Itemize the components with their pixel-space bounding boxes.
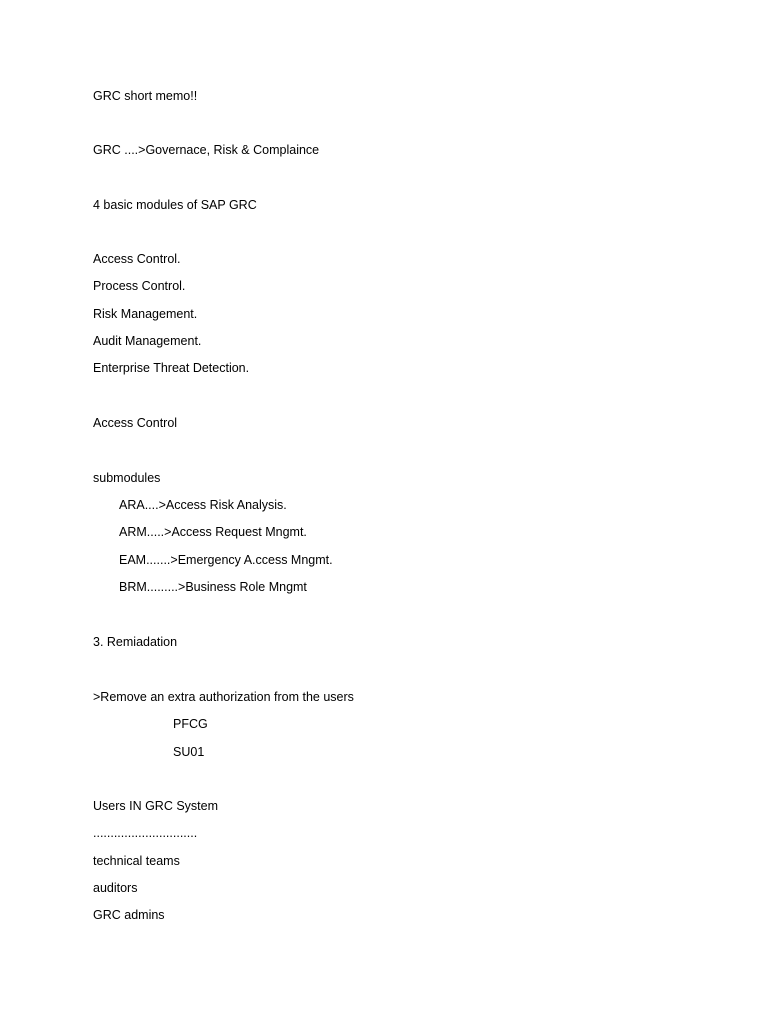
- module-item: Enterprise Threat Detection.: [93, 361, 250, 375]
- module-item: Process Control.: [93, 279, 186, 293]
- module-item: Risk Management.: [93, 307, 198, 321]
- remediation-heading: 3. Remiadation: [93, 635, 178, 649]
- user-group-item: auditors: [93, 881, 138, 895]
- access-control-heading: Access Control: [93, 416, 178, 430]
- submodule-item: ARM.....>Access Request Mngmt.: [119, 525, 307, 539]
- submodules-heading: submodules: [93, 471, 161, 485]
- modules-heading: 4 basic modules of SAP GRC: [93, 198, 257, 212]
- remediation-action: >Remove an extra authorization from the users: [93, 690, 354, 704]
- submodule-item: EAM.......>Emergency A.ccess Mngmt.: [119, 553, 333, 567]
- grc-definition: GRC ....>Governace, Risk & Complaince: [93, 143, 320, 157]
- module-item: Access Control.: [93, 252, 181, 266]
- submodule-item: ARA....>Access Risk Analysis.: [119, 498, 287, 512]
- transaction-code: SU01: [173, 745, 205, 759]
- user-group-item: GRC admins: [93, 908, 165, 922]
- user-group-item: technical teams: [93, 854, 180, 868]
- module-item: Audit Management.: [93, 334, 202, 348]
- users-separator: ..............................: [93, 826, 198, 840]
- transaction-code: PFCG: [173, 717, 208, 731]
- users-heading: Users IN GRC System: [93, 799, 219, 813]
- memo-title: GRC short memo!!: [93, 89, 198, 103]
- submodule-item: BRM.........>Business Role Mngmt: [119, 580, 307, 594]
